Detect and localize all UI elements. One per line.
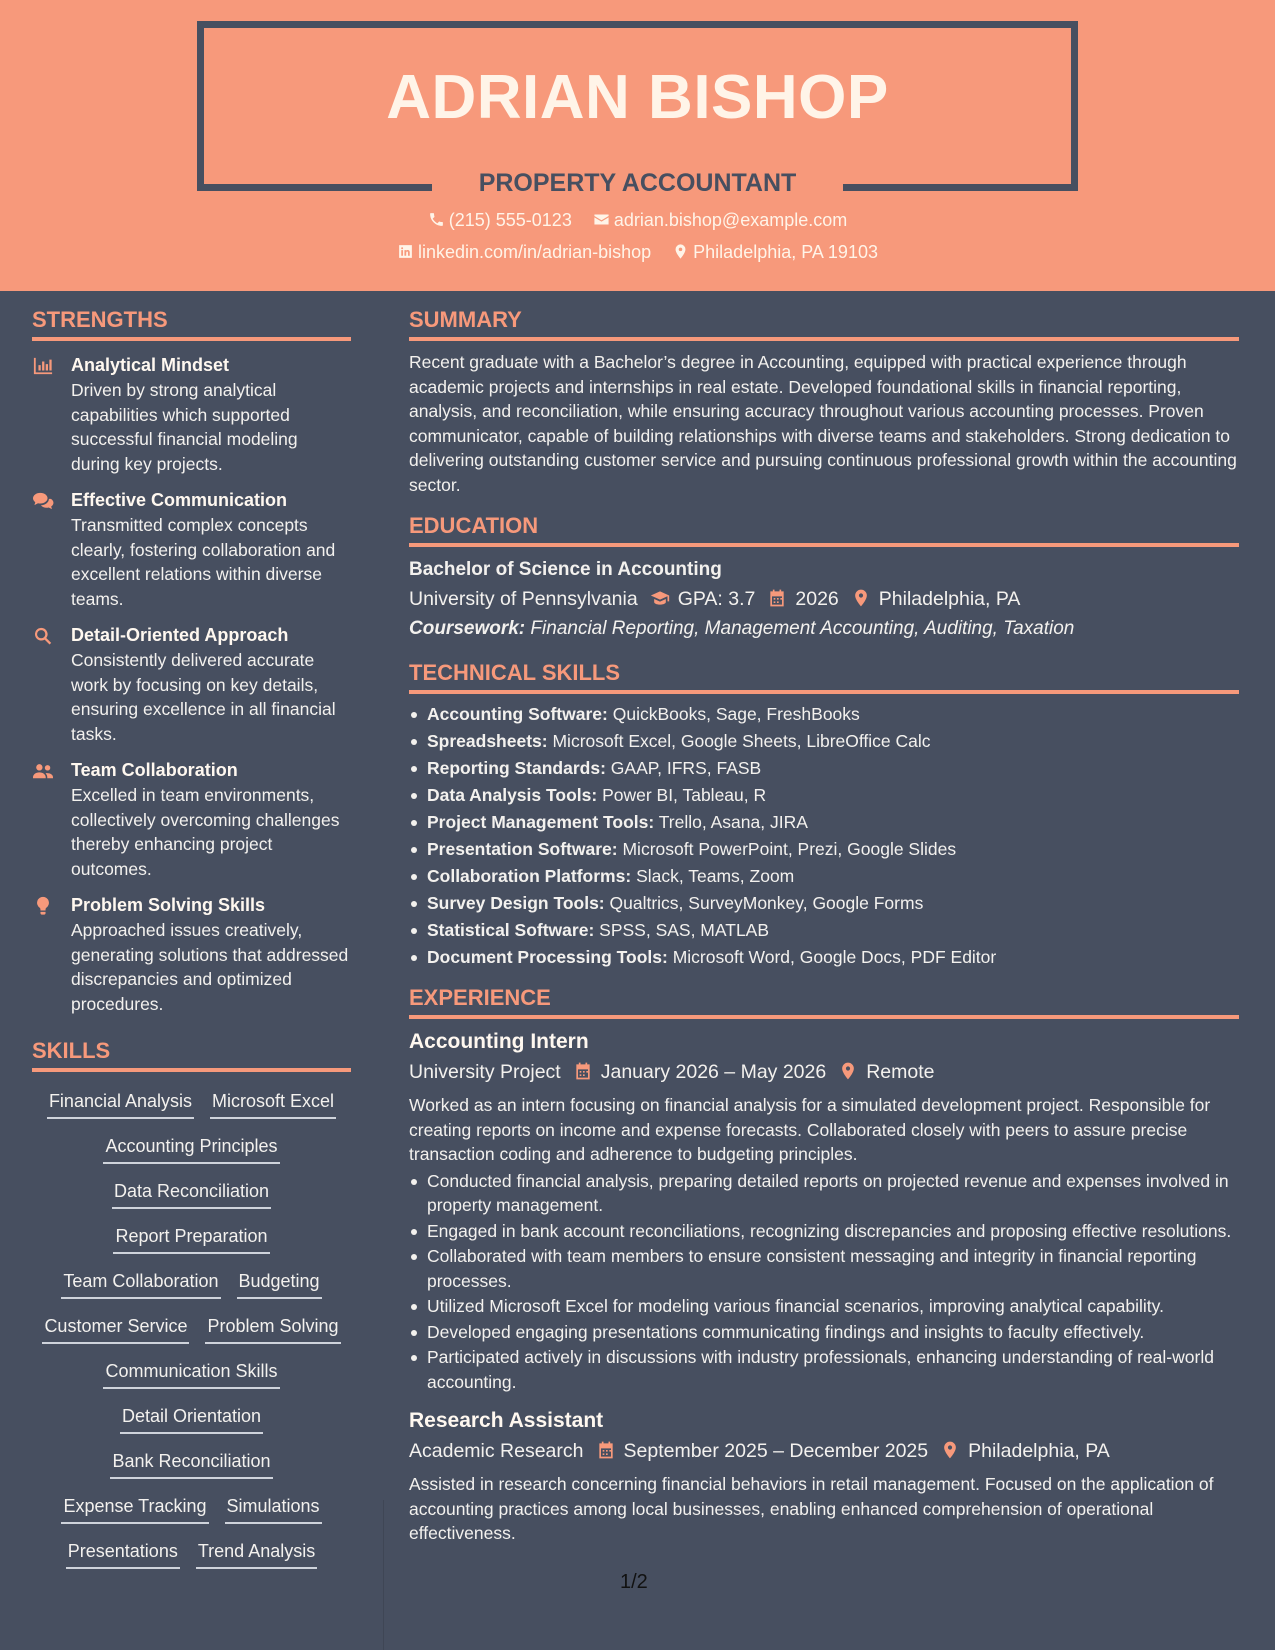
- phone-contact[interactable]: [428, 208, 572, 232]
- candidate-name: ADRIAN BISHOP: [386, 63, 889, 132]
- skill-tag: Simulations: [225, 1494, 322, 1524]
- column-divider: [383, 1500, 384, 1650]
- skill-row: [32, 1534, 351, 1579]
- skill-tag: Report Preparation: [113, 1224, 269, 1254]
- tech-skill-value: Microsoft Word, Google Docs, PDF Editor: [672, 947, 997, 967]
- tech-skill-label: Accounting Software:: [427, 704, 608, 724]
- strength-item: [32, 893, 351, 1016]
- skill-tag: Data Reconciliation: [112, 1179, 271, 1209]
- list-item: [427, 701, 1239, 728]
- strength-title: Detail-Oriented Approach: [71, 625, 289, 645]
- tech-skill-value: Trello, Asana, JIRA: [658, 812, 808, 832]
- coursework-text: Financial Reporting, Management Accounting, Auditing, Taxation: [530, 618, 1075, 639]
- linkedin-contact[interactable]: [397, 240, 651, 264]
- skill-row: [32, 1174, 351, 1219]
- strength-item: [32, 488, 351, 611]
- list-item: [427, 782, 1239, 809]
- tech-skill-label: Collaboration Platforms:: [427, 866, 632, 886]
- tech-skill-value: Power BI, Tableau, R: [602, 785, 767, 805]
- map-pin-icon: [672, 243, 689, 260]
- map-pin-icon: [940, 1440, 960, 1460]
- skill-tag: Communication Skills: [103, 1359, 279, 1389]
- skills-heading: SKILLS: [32, 1036, 351, 1072]
- sidebar: [32, 291, 351, 1579]
- calendar-icon: [596, 1440, 616, 1460]
- tech-skill-label: Document Processing Tools:: [427, 947, 668, 967]
- tech-skill-label: Statistical Software:: [427, 920, 595, 940]
- skill-tag: Trend Analysis: [196, 1539, 317, 1569]
- list-item: [427, 728, 1239, 755]
- graduation-year: 2026: [795, 588, 839, 610]
- skill-tag: Financial Analysis: [47, 1089, 194, 1119]
- list-item: [427, 755, 1239, 782]
- phone-text: (215) 555-0123: [448, 210, 572, 230]
- school-location: Philadelphia, PA: [878, 588, 1021, 610]
- users-icon: [32, 761, 54, 781]
- skill-tag: Budgeting: [237, 1269, 322, 1299]
- skill-row: [32, 1444, 351, 1489]
- email-text: adrian.bishop@example.com: [613, 210, 848, 230]
- frame-line-left: [197, 184, 432, 191]
- coursework: [409, 614, 1239, 644]
- tech-skill-label: Survey Design Tools:: [427, 893, 605, 913]
- strength-item: [32, 353, 351, 476]
- skill-row: [32, 1219, 351, 1264]
- tech-skill-value: GAAP, IFRS, FASB: [610, 758, 762, 778]
- skill-tag: Bank Reconciliation: [110, 1449, 272, 1479]
- experience-heading: EXPERIENCE: [409, 983, 1239, 1019]
- strength-title: Effective Communication: [71, 490, 288, 510]
- calendar-icon: [767, 588, 787, 608]
- skill-tag: Accounting Principles: [103, 1134, 279, 1164]
- strength-item: [32, 623, 351, 746]
- skill-tag: Microsoft Excel: [210, 1089, 336, 1119]
- resume-header: [0, 0, 1275, 291]
- job-org: University Project: [409, 1061, 561, 1083]
- tech-skill-value: QuickBooks, Sage, FreshBooks: [612, 704, 860, 724]
- strength-desc: Transmitted complex concepts clearly, fostering collaboration and excellent relations within diverse teams.: [71, 515, 336, 609]
- education-heading: EDUCATION: [409, 511, 1239, 547]
- technical-skills-heading: TECHNICAL SKILLS: [409, 658, 1239, 694]
- list-item: [427, 917, 1239, 944]
- summary-heading: SUMMARY: [409, 305, 1239, 341]
- map-pin-icon: [838, 1061, 858, 1081]
- strength-desc: Excelled in team environments, collectively overcoming challenges thereby enhancing project outcomes.: [71, 785, 340, 879]
- contact-row-2: [0, 240, 1275, 264]
- search-icon: [32, 626, 54, 646]
- strength-title: Team Collaboration: [71, 760, 238, 780]
- job-location: Remote: [866, 1061, 935, 1083]
- job-description: Assisted in research concerning financial behaviors in retail management. Focused on the application of accounting practices among local businesses, enabling enhanced comprehension of operational effectiveness.: [409, 1474, 1214, 1543]
- skill-tag: Presentations: [66, 1539, 180, 1569]
- job-meta: [409, 1436, 1239, 1466]
- list-item: Utilized Microsoft Excel for modeling various financial scenarios, improving analytical capability.: [427, 1294, 1239, 1319]
- skill-tag: Problem Solving: [205, 1314, 340, 1344]
- tech-skill-label: Reporting Standards:: [427, 758, 606, 778]
- list-item: Collaborated with team members to ensure consistent messaging and integrity in financial reporting processes.: [427, 1244, 1239, 1293]
- strength-title: Problem Solving Skills: [71, 895, 266, 915]
- frame-line-right: [843, 184, 1078, 191]
- skill-tag: Team Collaboration: [61, 1269, 220, 1299]
- strengths-heading: STRENGTHS: [32, 305, 351, 341]
- page-number: 1/2: [620, 1571, 648, 1593]
- list-item: Developed engaging presentations communicating findings and insights to faculty effectively.: [427, 1320, 1239, 1345]
- skill-tag: Customer Service: [42, 1314, 189, 1344]
- list-item: [427, 809, 1239, 836]
- tech-skill-label: Data Analysis Tools:: [427, 785, 598, 805]
- skill-row: [32, 1084, 351, 1129]
- tech-skill-value: Qualtrics, SurveyMonkey, Google Forms: [609, 893, 924, 913]
- skill-tag: Detail Orientation: [120, 1404, 263, 1434]
- tech-skill-label: Spreadsheets:: [427, 731, 548, 751]
- skill-row: [32, 1399, 351, 1444]
- coursework-label: Coursework:: [409, 618, 526, 639]
- lightbulb-icon: [32, 896, 54, 916]
- chat-bubbles-icon: [32, 491, 54, 511]
- skill-row: [32, 1264, 351, 1309]
- list-item: [427, 944, 1239, 971]
- job-dates: September 2025 – December 2025: [623, 1440, 929, 1462]
- list-item: Participated actively in discussions with industry professionals, enhancing understanding of real-world accounting.: [427, 1345, 1239, 1394]
- job-meta: [409, 1057, 1239, 1087]
- email-contact[interactable]: [593, 208, 847, 232]
- skill-row: [32, 1489, 351, 1534]
- tech-skill-value: Microsoft Excel, Google Sheets, LibreOffice Calc: [552, 731, 931, 751]
- location-text: Philadelphia, PA 19103: [693, 242, 878, 262]
- strength-desc: Driven by strong analytical capabilities which supported successful financial modeling during key projects.: [71, 380, 298, 474]
- linkedin-text: linkedin.com/in/adrian-bishop: [418, 242, 652, 262]
- tech-skill-value: Slack, Teams, Zoom: [636, 866, 795, 886]
- summary-text: Recent graduate with a Bachelor’s degree in Accounting, equipped with practical experience through academic projects and internships in real estate. Developed foundational skills in financial reporting, analysis, and reconciliation, while ensuring accuracy throughout various accounting processes. Proven communicator, capable of building relationships with diverse teams and stakeholders. Strong dedication to delivering outstanding customer service and pursuing continuous professional growth within the accounting sector.: [409, 352, 1237, 495]
- strength-desc: Approached issues creatively, generating solutions that addressed discrepancies and optimized procedures.: [71, 920, 349, 1014]
- envelope-icon: [593, 211, 610, 228]
- school-name: University of Pennsylvania: [409, 588, 638, 610]
- contact-row-1: [0, 208, 1275, 232]
- graduation-cap-icon: [650, 588, 670, 608]
- map-pin-icon: [851, 588, 871, 608]
- job-title: Accounting Intern: [409, 1030, 589, 1053]
- skill-tag: Expense Tracking: [61, 1494, 208, 1524]
- calendar-icon: [573, 1061, 593, 1081]
- job-description: Worked as an intern focusing on financial analysis for a simulated development project. Responsible for creating reports on income and expense forecasts. Collaborated closely with peers to assure precise transaction coding and adherence to budgeting principles.: [409, 1095, 1211, 1164]
- bar-chart-icon: [32, 356, 54, 376]
- job-bullets: [409, 1169, 1239, 1395]
- list-item: [427, 836, 1239, 863]
- skill-row: [32, 1354, 351, 1399]
- location-contact: [672, 240, 878, 264]
- job-role: PROPERTY ACCOUNTANT: [478, 169, 797, 197]
- phone-icon: [428, 211, 445, 228]
- strength-item: [32, 758, 351, 881]
- skill-row: [32, 1129, 351, 1174]
- strength-desc: Consistently delivered accurate work by focusing on key details, ensuring excellence in all financial tasks.: [71, 650, 336, 744]
- technical-skills-list: [409, 701, 1239, 971]
- education-meta: [409, 584, 1239, 614]
- list-item: [427, 890, 1239, 917]
- tech-skill-label: Presentation Software:: [427, 839, 618, 859]
- tech-skill-label: Project Management Tools:: [427, 812, 655, 832]
- list-item: Engaged in bank account reconciliations, recognizing discrepancies and proposing effective resolutions.: [427, 1219, 1239, 1244]
- job-org: Academic Research: [409, 1440, 584, 1462]
- degree-title: Bachelor of Science in Accounting: [409, 559, 722, 580]
- main-column: [409, 291, 1239, 1546]
- tech-skill-value: SPSS, SAS, MATLAB: [599, 920, 770, 940]
- job-dates: January 2026 – May 2026: [600, 1061, 827, 1083]
- job-title: Research Assistant: [409, 1409, 604, 1432]
- skills-list: [32, 1084, 351, 1579]
- strength-title: Analytical Mindset: [71, 355, 230, 375]
- list-item: [427, 863, 1239, 890]
- tech-skill-value: Microsoft PowerPoint, Prezi, Google Slides: [622, 839, 957, 859]
- job-location: Philadelphia, PA: [968, 1440, 1110, 1462]
- list-item: Conducted financial analysis, preparing detailed reports on projected revenue and expenses involved in property management.: [427, 1169, 1239, 1218]
- skill-row: [32, 1309, 351, 1354]
- linkedin-icon: [397, 243, 414, 260]
- gpa-text: GPA: 3.7: [677, 588, 756, 610]
